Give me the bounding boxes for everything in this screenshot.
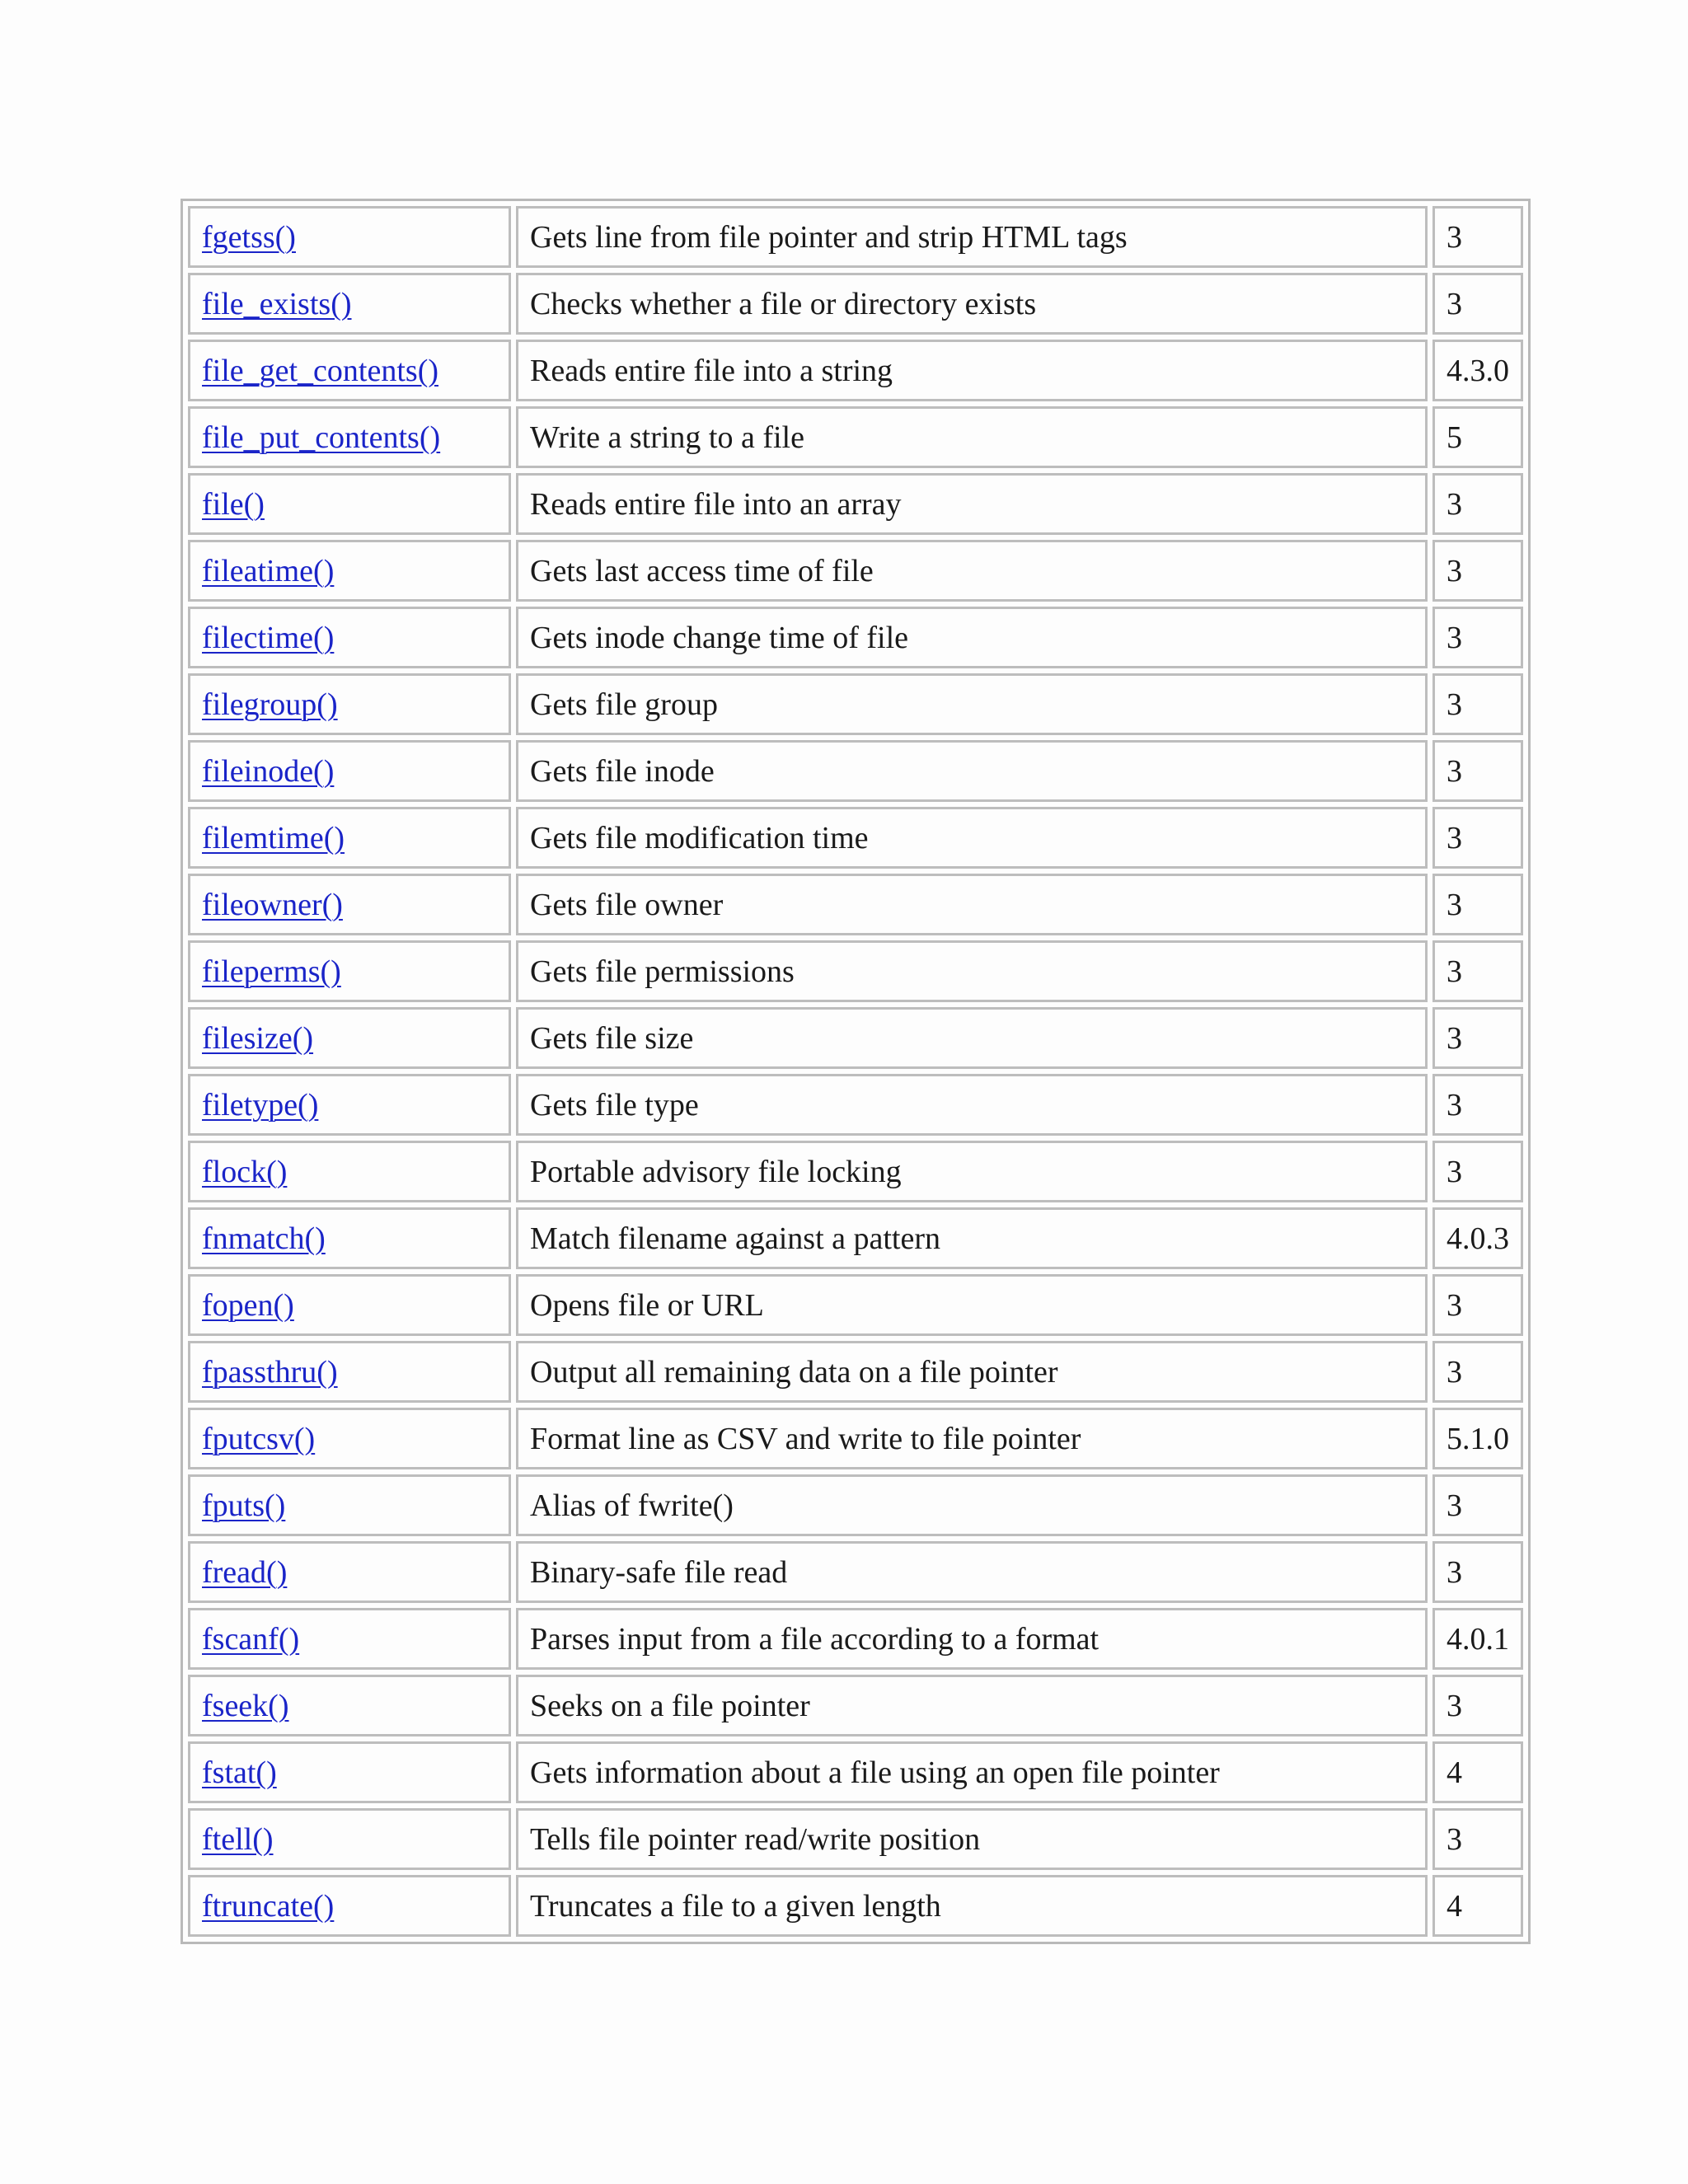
function-description: Gets file type bbox=[516, 1074, 1428, 1136]
function-version: 4.3.0 bbox=[1432, 340, 1523, 401]
function-name-cell bbox=[188, 406, 511, 468]
function-name-cell bbox=[188, 807, 511, 869]
function-version: 3 bbox=[1432, 673, 1523, 735]
table-row bbox=[188, 807, 1523, 869]
function-version: 5 bbox=[1432, 406, 1523, 468]
function-link[interactable]: filemtime() bbox=[202, 820, 345, 855]
function-description: Gets file permissions bbox=[516, 940, 1428, 1002]
function-description: Gets file inode bbox=[516, 740, 1428, 802]
function-version: 3 bbox=[1432, 1474, 1523, 1536]
table-row bbox=[188, 340, 1523, 401]
table-row bbox=[188, 607, 1523, 668]
function-table bbox=[181, 199, 1531, 1944]
function-name-cell bbox=[188, 673, 511, 735]
function-description: Gets last access time of file bbox=[516, 540, 1428, 602]
function-version: 3 bbox=[1432, 1074, 1523, 1136]
function-link[interactable]: fputs() bbox=[202, 1488, 286, 1523]
function-name-cell bbox=[188, 1875, 511, 1937]
function-description: Gets file size bbox=[516, 1007, 1428, 1069]
function-description: Gets file group bbox=[516, 673, 1428, 735]
function-description: Match filename against a pattern bbox=[516, 1207, 1428, 1269]
function-version: 5.1.0 bbox=[1432, 1408, 1523, 1469]
table-row bbox=[188, 273, 1523, 335]
function-link[interactable]: filetype() bbox=[202, 1087, 319, 1122]
function-name-cell bbox=[188, 1808, 511, 1870]
table-row bbox=[188, 1141, 1523, 1202]
function-link[interactable]: ftruncate() bbox=[202, 1888, 335, 1924]
function-description: Checks whether a file or directory exists bbox=[516, 273, 1428, 335]
function-version: 3 bbox=[1432, 1007, 1523, 1069]
function-version: 3 bbox=[1432, 874, 1523, 935]
function-name-cell bbox=[188, 607, 511, 668]
function-name-cell bbox=[188, 1675, 511, 1736]
function-description: Gets information about a file using an open file pointer bbox=[516, 1741, 1428, 1803]
function-version: 3 bbox=[1432, 1675, 1523, 1736]
function-name-cell bbox=[188, 1408, 511, 1469]
table-row bbox=[188, 673, 1523, 735]
table-row bbox=[188, 1741, 1523, 1803]
function-name-cell bbox=[188, 273, 511, 335]
function-version: 3 bbox=[1432, 1274, 1523, 1336]
function-name-cell bbox=[188, 1207, 511, 1269]
function-version: 3 bbox=[1432, 807, 1523, 869]
table-row bbox=[188, 473, 1523, 535]
function-description: Gets line from file pointer and strip HTML tags bbox=[516, 206, 1428, 268]
function-name-cell bbox=[188, 1474, 511, 1536]
function-description: Seeks on a file pointer bbox=[516, 1675, 1428, 1736]
function-link[interactable]: fseek() bbox=[202, 1688, 289, 1723]
function-version: 4 bbox=[1432, 1741, 1523, 1803]
function-description: Tells file pointer read/write position bbox=[516, 1808, 1428, 1870]
table-row bbox=[188, 940, 1523, 1002]
function-link[interactable]: fstat() bbox=[202, 1755, 277, 1790]
function-link[interactable]: fileatime() bbox=[202, 553, 335, 588]
table-row bbox=[188, 1207, 1523, 1269]
function-link[interactable]: fputcsv() bbox=[202, 1421, 316, 1456]
function-link[interactable]: fnmatch() bbox=[202, 1221, 326, 1256]
table-row bbox=[188, 1875, 1523, 1937]
function-version: 4.0.3 bbox=[1432, 1207, 1523, 1269]
function-version: 3 bbox=[1432, 1541, 1523, 1603]
function-version: 3 bbox=[1432, 607, 1523, 668]
function-version: 3 bbox=[1432, 206, 1523, 268]
function-link[interactable]: file_get_contents() bbox=[202, 353, 439, 388]
function-name-cell bbox=[188, 874, 511, 935]
function-link[interactable]: fileinode() bbox=[202, 753, 335, 789]
function-version: 3 bbox=[1432, 1808, 1523, 1870]
table-row bbox=[188, 406, 1523, 468]
function-table-body bbox=[188, 206, 1523, 1937]
function-link[interactable]: fpassthru() bbox=[202, 1354, 338, 1390]
function-name-cell bbox=[188, 940, 511, 1002]
function-description: Truncates a file to a given length bbox=[516, 1875, 1428, 1937]
function-name-cell bbox=[188, 1274, 511, 1336]
function-version: 3 bbox=[1432, 273, 1523, 335]
function-link[interactable]: fileowner() bbox=[202, 887, 343, 922]
table-row bbox=[188, 1408, 1523, 1469]
function-description: Parses input from a file according to a format bbox=[516, 1608, 1428, 1670]
table-row bbox=[188, 1274, 1523, 1336]
function-name-cell bbox=[188, 540, 511, 602]
function-description: Reads entire file into a string bbox=[516, 340, 1428, 401]
function-link[interactable]: ftell() bbox=[202, 1821, 274, 1857]
function-name-cell bbox=[188, 1741, 511, 1803]
function-link[interactable]: file() bbox=[202, 486, 265, 522]
function-version: 4 bbox=[1432, 1875, 1523, 1937]
function-name-cell bbox=[188, 1007, 511, 1069]
function-link[interactable]: file_put_contents() bbox=[202, 419, 441, 455]
function-description: Binary-safe file read bbox=[516, 1541, 1428, 1603]
function-link[interactable]: fscanf() bbox=[202, 1621, 300, 1657]
function-version: 3 bbox=[1432, 740, 1523, 802]
function-description: Output all remaining data on a file pointer bbox=[516, 1341, 1428, 1403]
table-row bbox=[188, 206, 1523, 268]
function-description: Write a string to a file bbox=[516, 406, 1428, 468]
table-row bbox=[188, 1474, 1523, 1536]
function-link[interactable]: fopen() bbox=[202, 1287, 294, 1323]
function-link[interactable]: fgetss() bbox=[202, 219, 296, 255]
function-link[interactable]: fileperms() bbox=[202, 954, 341, 989]
function-name-cell bbox=[188, 473, 511, 535]
function-name-cell bbox=[188, 740, 511, 802]
function-name-cell bbox=[188, 1341, 511, 1403]
function-link[interactable]: filesize() bbox=[202, 1020, 314, 1056]
function-name-cell bbox=[188, 1074, 511, 1136]
function-description: Portable advisory file locking bbox=[516, 1141, 1428, 1202]
function-description: Format line as CSV and write to file pointer bbox=[516, 1408, 1428, 1469]
function-version: 3 bbox=[1432, 1341, 1523, 1403]
function-description: Gets inode change time of file bbox=[516, 607, 1428, 668]
function-link[interactable]: file_exists() bbox=[202, 286, 352, 321]
function-description: Alias of fwrite() bbox=[516, 1474, 1428, 1536]
table-row bbox=[188, 1074, 1523, 1136]
function-description: Reads entire file into an array bbox=[516, 473, 1428, 535]
function-version: 3 bbox=[1432, 940, 1523, 1002]
function-link[interactable]: fread() bbox=[202, 1554, 288, 1590]
function-description: Opens file or URL bbox=[516, 1274, 1428, 1336]
function-name-cell bbox=[188, 206, 511, 268]
function-name-cell bbox=[188, 1541, 511, 1603]
table-row bbox=[188, 1007, 1523, 1069]
table-row bbox=[188, 740, 1523, 802]
function-link[interactable]: filectime() bbox=[202, 620, 335, 655]
function-description: Gets file owner bbox=[516, 874, 1428, 935]
function-version: 3 bbox=[1432, 473, 1523, 535]
table-row bbox=[188, 1608, 1523, 1670]
table-row bbox=[188, 1808, 1523, 1870]
table-row bbox=[188, 1541, 1523, 1603]
function-version: 3 bbox=[1432, 1141, 1523, 1202]
table-row bbox=[188, 874, 1523, 935]
table-row bbox=[188, 540, 1523, 602]
function-description: Gets file modification time bbox=[516, 807, 1428, 869]
function-version: 4.0.1 bbox=[1432, 1608, 1523, 1670]
function-link[interactable]: filegroup() bbox=[202, 687, 338, 722]
function-name-cell bbox=[188, 340, 511, 401]
function-name-cell bbox=[188, 1141, 511, 1202]
table-row bbox=[188, 1341, 1523, 1403]
table-row bbox=[188, 1675, 1523, 1736]
function-name-cell bbox=[188, 1608, 511, 1670]
function-version: 3 bbox=[1432, 540, 1523, 602]
function-link[interactable]: flock() bbox=[202, 1154, 288, 1189]
